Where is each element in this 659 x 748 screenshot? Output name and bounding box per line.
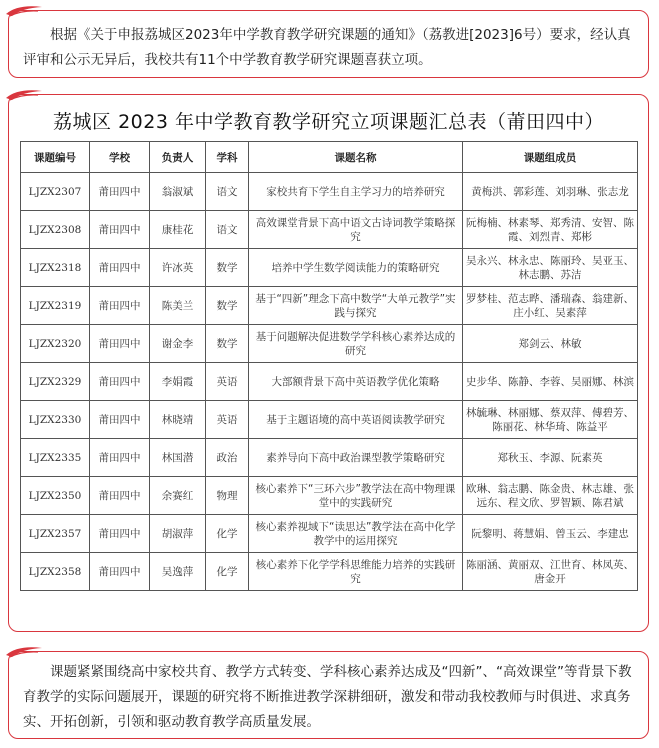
table-header-row [21,142,638,173]
cell-project-name: 大部额背景下高中英语教学优化策略 [249,363,463,401]
cell-school: 莆田四中 [90,211,150,249]
table-row [21,363,638,401]
cell-subject: 数学 [206,249,249,287]
conclusion-text: 课题紧紧围绕高中家校共育、教学方式转变、学科核心素养达成及“四新”、“高效课堂”等背景下教育教学的实际问题展开，课题的研究将不断推进教学深耕细研，激发和带动我校教师与时俱进、求真务实、开拓创新，引领和驱动教育教学高质量发展。 [23,664,632,730]
cell-code: LJZX2320 [21,325,90,363]
cell-code: LJZX2357 [21,515,90,553]
header-leader: 负责人 [150,142,206,173]
cell-subject: 物理 [206,477,249,515]
table-row [21,439,638,477]
cell-school: 莆田四中 [90,553,150,591]
cell-members: 史步华、陈静、李蓉、吴丽娜、林滨 [463,363,638,401]
cell-leader: 林晓靖 [150,401,206,439]
cell-project-name: 基于主题语境的高中英语阅读教学研究 [249,401,463,439]
cell-leader: 吴逸萍 [150,553,206,591]
cell-code: LJZX2318 [21,249,90,287]
table-row [21,553,638,591]
cell-school: 莆田四中 [90,515,150,553]
cell-project-name: 核心素养视域下“读思达”教学法在高中化学教学中的运用探究 [249,515,463,553]
header-school: 学校 [90,142,150,173]
cell-members: 郑剑云、林敏 [463,325,638,363]
cell-school: 莆田四中 [90,249,150,287]
cell-subject: 数学 [206,325,249,363]
table-row [21,401,638,439]
cell-school: 莆田四中 [90,401,150,439]
cell-leader: 胡淑萍 [150,515,206,553]
cell-project-name: 培养中学生数学阅读能力的策略研究 [249,249,463,287]
cell-project-name: 核心素养下化学学科思维能力培养的实践研究 [249,553,463,591]
cell-subject: 化学 [206,553,249,591]
cell-school: 莆田四中 [90,477,150,515]
cell-leader: 翁淑斌 [150,173,206,211]
cell-leader: 康桂花 [150,211,206,249]
cell-subject: 语文 [206,173,249,211]
cell-members: 陈丽涵、黄丽双、江世育、林凤英、唐金开 [463,553,638,591]
intro-text: 根据《关于申报荔城区2023年中学教育教学研究课题的通知》（荔教进[2023]6号）要求，经认真评审和公示无异后，我校共有11个中学教育教学研究课题喜获立项。 [23,27,631,68]
cell-members: 阮黎明、蒋慧娟、曾玉云、李建忠 [463,515,638,553]
header-project-name: 课题名称 [249,142,463,173]
cell-project-name: 高效课堂背景下高中语文古诗词教学策略探究 [249,211,463,249]
cell-code: LJZX2358 [21,553,90,591]
table-row [21,287,638,325]
cell-school: 莆田四中 [90,363,150,401]
cell-leader: 陈美兰 [150,287,206,325]
cell-project-name: 基于问题解决促进数学学科核心素养达成的研究 [249,325,463,363]
table-row [21,249,638,287]
cell-code: LJZX2308 [21,211,90,249]
header-subject: 学科 [206,142,249,173]
cell-code: LJZX2319 [21,287,90,325]
cell-leader: 李娟霞 [150,363,206,401]
red-swoosh-icon [4,2,44,18]
cell-leader: 余赛红 [150,477,206,515]
cell-leader: 许冰英 [150,249,206,287]
table-row [21,211,638,249]
intro-box [8,10,649,78]
cell-school: 莆田四中 [90,325,150,363]
header-members: 课题组成员 [463,142,638,173]
cell-members: 黄梅洪、郭彩莲、刘羽琳、张志龙 [463,173,638,211]
table-row [21,515,638,553]
cell-leader: 谢金李 [150,325,206,363]
table-row [21,477,638,515]
cell-subject: 数学 [206,287,249,325]
cell-school: 莆田四中 [90,287,150,325]
cell-code: LJZX2329 [21,363,90,401]
table-box [8,94,649,632]
cell-subject: 政治 [206,439,249,477]
cell-school: 莆田四中 [90,173,150,211]
cell-project-name: 核心素养下“三环六步”教学法在高中物理课堂中的实践研究 [249,477,463,515]
table-row [21,173,638,211]
cell-leader: 林国潜 [150,439,206,477]
cell-code: LJZX2335 [21,439,90,477]
cell-project-name: 家校共育下学生自主学习力的培养研究 [249,173,463,211]
cell-subject: 化学 [206,515,249,553]
cell-members: 欧琳、翁志鹏、陈金贵、林志雄、张远东、程文欣、罗智颖、陈君斌 [463,477,638,515]
cell-project-name: 基于“四新”理念下高中数学“大单元教学”实践与探究 [249,287,463,325]
cell-subject: 语文 [206,211,249,249]
red-swoosh-icon [4,86,44,102]
header-code: 课题编号 [21,142,90,173]
cell-code: LJZX2350 [21,477,90,515]
cell-members: 阮梅楠、林素琴、郑秀清、安智、陈霞、刘烈青、郑彬 [463,211,638,249]
cell-members: 郑秋玉、李源、阮素英 [463,439,638,477]
table-row [21,325,638,363]
cell-members: 罗梦桂、范志晔、潘瑞森、翁建新、庄小红、吴素萍 [463,287,638,325]
cell-code: LJZX2307 [21,173,90,211]
cell-members: 林毓琳、林丽娜、蔡双萍、傅碧芳、陈丽花、林华琦、陈益平 [463,401,638,439]
cell-school: 莆田四中 [90,439,150,477]
cell-project-name: 素养导向下高中政治课型教学策略研究 [249,439,463,477]
conclusion-box [8,651,649,739]
table-title: 荔城区 2023 年中学教育教学研究立项课题汇总表（莆田四中） [53,111,604,133]
cell-subject: 英语 [206,401,249,439]
project-table [20,141,638,591]
cell-members: 吴永兴、林永忠、陈丽玲、吴亚玉、林志鹏、苏洁 [463,249,638,287]
red-swoosh-icon [4,643,44,659]
cell-subject: 英语 [206,363,249,401]
cell-code: LJZX2330 [21,401,90,439]
